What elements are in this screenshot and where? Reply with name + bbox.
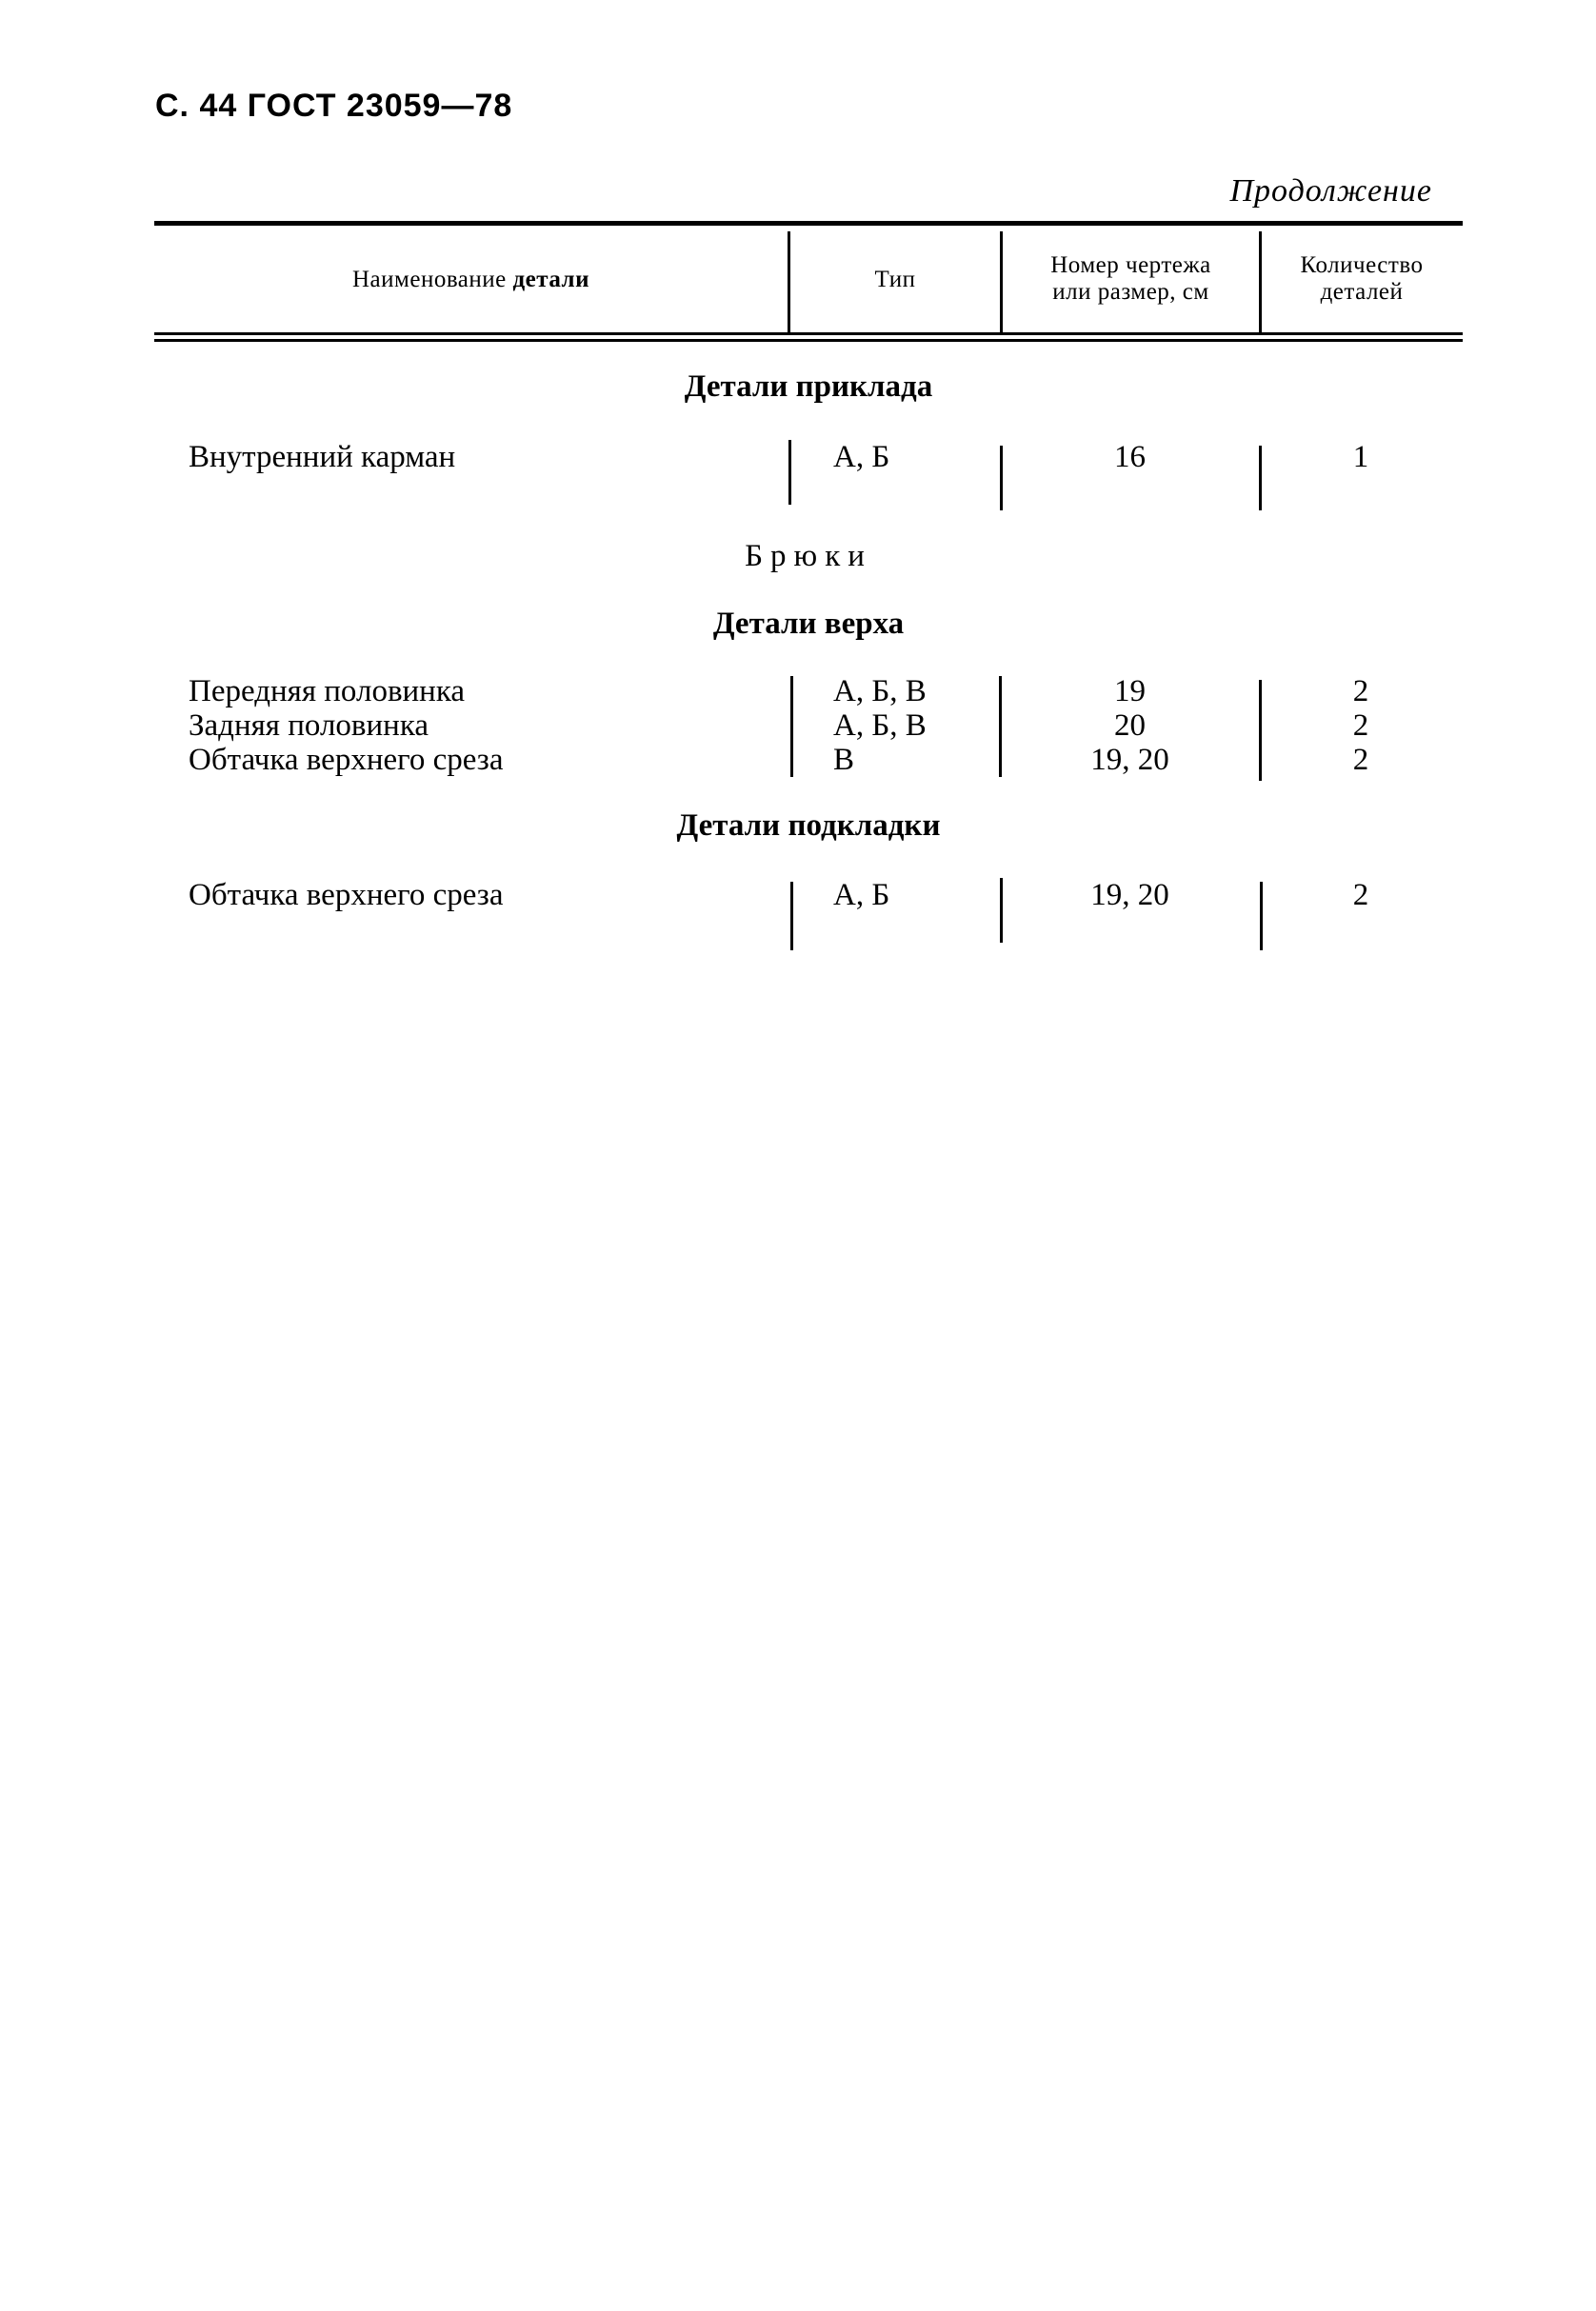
page-header: С. 44 ГОСТ 23059—78 [155, 88, 513, 124]
row-drawing: 20 [1114, 708, 1146, 743]
row-name: Обтачка верхнего среза [189, 743, 504, 777]
row-drawing: 19 [1114, 674, 1146, 708]
header-type: Тип [874, 267, 916, 292]
row-drawing: 19, 20 [1090, 743, 1169, 777]
cell-divider [1000, 446, 1003, 510]
cell-divider [1259, 446, 1262, 510]
row-drawing: 19, 20 [1090, 878, 1169, 912]
section-title: Детали верха [712, 607, 905, 641]
continuation-label: Продолжение [1229, 173, 1432, 209]
cell-divider [999, 676, 1002, 777]
header-name-text: Наименование [352, 267, 513, 292]
row-type: А, Б, В [833, 708, 927, 743]
row-name: Передняя половинка [189, 674, 466, 708]
header-qty [1262, 252, 1462, 306]
header-qty-line1: Количество [1300, 252, 1424, 278]
table-top-rule [154, 221, 1463, 226]
header-drawing-line1: Номер чертежа [1050, 252, 1211, 278]
header-name-bold: детали [512, 267, 589, 292]
cell-divider [1259, 680, 1262, 781]
cell-divider [1260, 882, 1263, 950]
cell-divider [788, 440, 791, 505]
row-qty: 2 [1352, 708, 1369, 743]
row-qty: 2 [1352, 743, 1369, 777]
header-bottom-rule-2 [154, 339, 1463, 342]
group-title: Брюки [745, 539, 872, 573]
row-qty: 2 [1352, 674, 1369, 708]
header-name [154, 267, 788, 293]
row-name: Задняя половинка [189, 708, 429, 743]
header-drawing [1003, 252, 1259, 306]
row-type: А, Б [833, 440, 890, 474]
row-drawing: 16 [1114, 440, 1146, 474]
row-qty: 1 [1352, 440, 1369, 474]
row-name: Обтачка верхнего среза [189, 878, 504, 912]
section-title: Детали подкладки [676, 808, 941, 843]
row-type: А, Б, В [833, 674, 927, 708]
row-type: В [833, 743, 855, 777]
section-title: Детали приклада [684, 369, 933, 404]
cell-divider [790, 676, 793, 777]
row-name: Внутренний карман [189, 440, 456, 474]
row-qty: 2 [1352, 878, 1369, 912]
cell-divider [790, 882, 793, 950]
header-drawing-line2: или размер, см [1052, 279, 1209, 305]
header-bottom-rule-1 [154, 332, 1463, 335]
header-qty-line2: деталей [1320, 279, 1404, 305]
row-type: А, Б [833, 878, 890, 912]
cell-divider [1000, 878, 1003, 943]
